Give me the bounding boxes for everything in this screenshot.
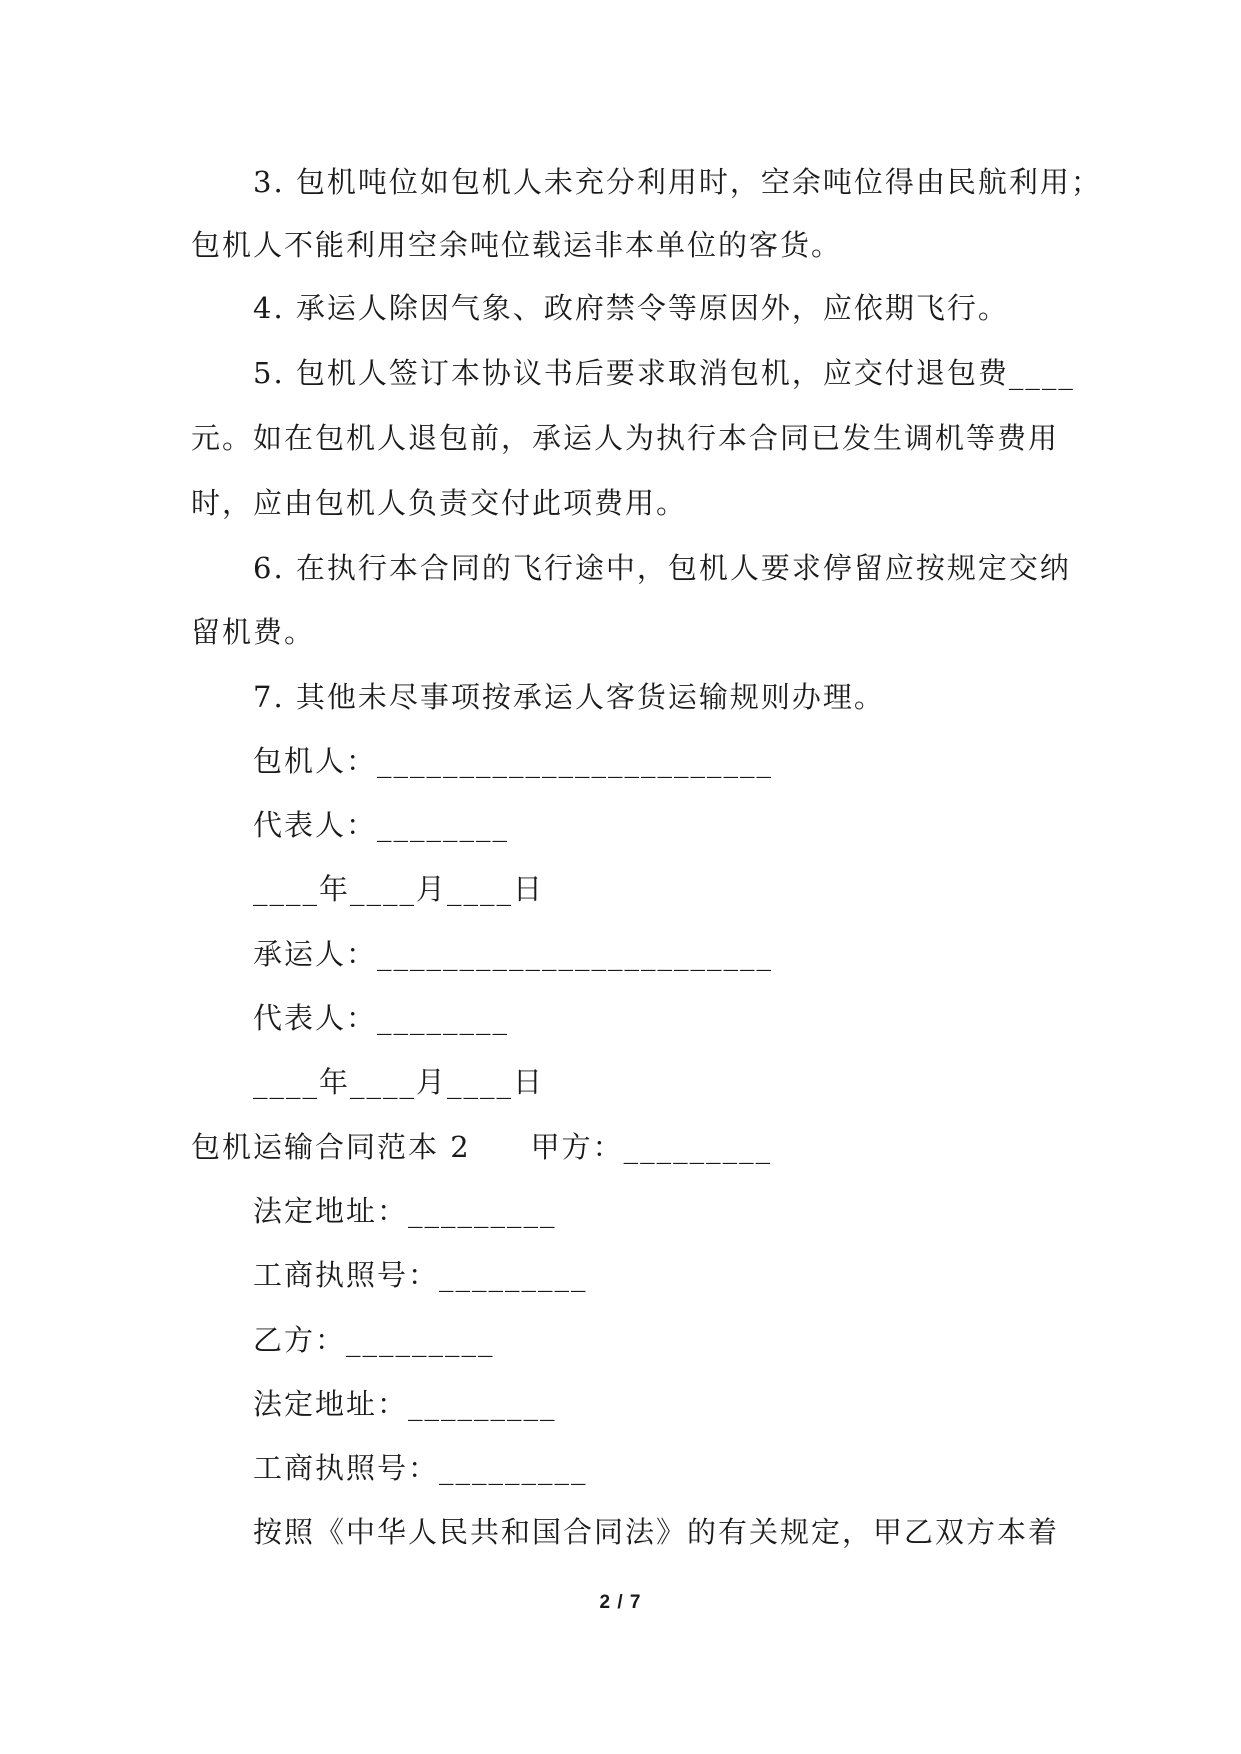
- party-b-address: 法定地址：_________: [253, 1387, 557, 1421]
- party-b-license: 工商执照号：_________: [253, 1451, 588, 1485]
- party-b: 乙方：_________: [253, 1323, 495, 1357]
- clause-3-line-2: 包机人不能利用空余吨位载运非本单位的客货。: [191, 228, 843, 262]
- party-a: 甲方：_________: [530, 1130, 773, 1164]
- carrier-representative: 代表人：________: [253, 1001, 510, 1035]
- clause-6-line-2: 留机费。: [191, 615, 316, 649]
- clause-6-line-1: 6. 在执行本合同的飞行途中，包机人要求停留应按规定交纳: [253, 551, 1071, 585]
- contract-2-heading-row: [191, 1127, 772, 1167]
- carrier-signature: 承运人：________________________: [253, 937, 774, 971]
- party-a-address: 法定地址：_________: [253, 1194, 557, 1228]
- contract-2-title: 包机运输合同范本 2: [191, 1130, 471, 1164]
- clause-5-line-3: 时，应由包机人负责交付此项费用。: [191, 486, 688, 520]
- clause-7: 7. 其他未尽事项按承运人客货运输规则办理。: [253, 680, 885, 714]
- page-number: 2 / 7: [599, 1592, 642, 1613]
- clause-3-line-1: 3. 包机吨位如包机人未充分利用时，空余吨位得由民航利用；: [253, 165, 1102, 199]
- charterer-representative: 代表人：________: [253, 808, 510, 842]
- party-a-license: 工商执照号：_________: [253, 1258, 588, 1292]
- carrier-date: ____年____月____日: [253, 1065, 545, 1099]
- clause-4: 4. 承运人除因气象、政府禁令等原因外，应依期飞行。: [253, 291, 1009, 325]
- charterer-signature: 包机人：________________________: [253, 744, 774, 778]
- preamble-line: 按照《中华人民共和国合同法》的有关规定，甲乙双方本着: [253, 1515, 1060, 1549]
- clause-5-line-2: 元。如在包机人退包前，承运人为执行本合同已发生调机等费用: [191, 421, 1060, 455]
- clause-5-line-1: 5. 包机人签订本协议书后要求取消包机，应交付退包费____: [253, 356, 1075, 390]
- charterer-date: ____年____月____日: [253, 872, 545, 906]
